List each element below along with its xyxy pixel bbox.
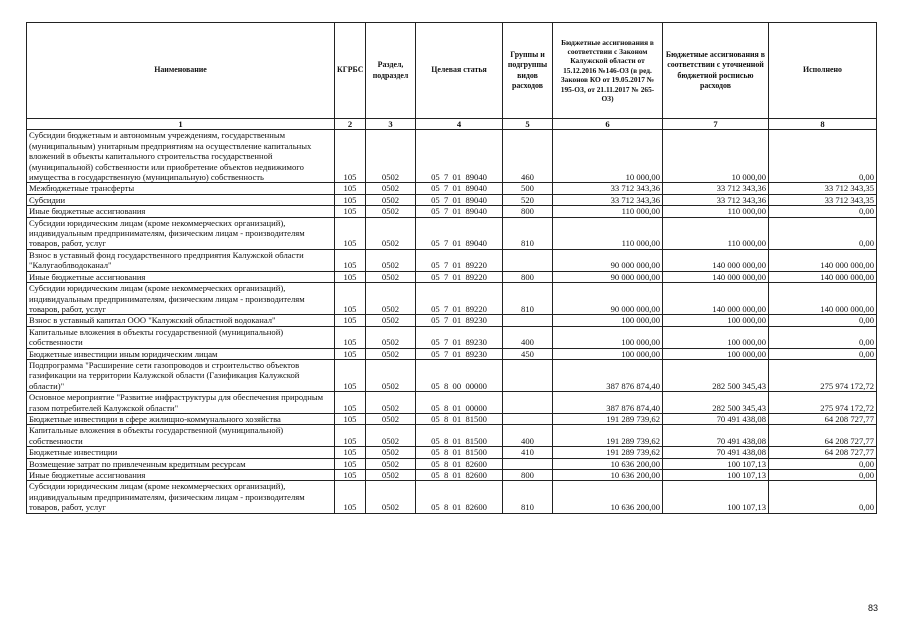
row-kgrbs: 105 xyxy=(335,348,366,359)
row-kgrbs: 105 xyxy=(335,392,366,414)
row-group: 810 xyxy=(503,217,553,249)
row-budget-law: 110 000,00 xyxy=(553,206,663,217)
row-group xyxy=(503,359,553,391)
row-target: 05 7 01 89040 xyxy=(416,130,503,183)
row-executed: 0,00 xyxy=(769,315,877,326)
row-section: 0502 xyxy=(366,326,416,348)
row-budget-law: 90 000 000,00 xyxy=(553,249,663,271)
row-section: 0502 xyxy=(366,315,416,326)
row-section: 0502 xyxy=(366,194,416,205)
row-budget-revised: 110 000,00 xyxy=(663,217,769,249)
row-name: Возмещение затрат по привлеченным кредитным ресурсам xyxy=(27,458,335,469)
row-budget-law: 110 000,00 xyxy=(553,217,663,249)
row-executed: 0,00 xyxy=(769,458,877,469)
row-budget-revised: 100 000,00 xyxy=(663,326,769,348)
col-number: 6 xyxy=(553,119,663,130)
row-executed: 0,00 xyxy=(769,348,877,359)
row-budget-revised: 33 712 343,36 xyxy=(663,194,769,205)
row-budget-revised: 140 000 000,00 xyxy=(663,249,769,271)
row-name: Подпрограмма "Расширение сети газопроводов и строительство объектов газификации на территории Калужской области (Газификация Калужской области)" xyxy=(27,359,335,391)
row-name: Капитальные вложения в объекты государственной (муниципальной) собственности xyxy=(27,326,335,348)
row-target: 05 8 01 00000 xyxy=(416,392,503,414)
row-name: Бюджетные инвестиции xyxy=(27,447,335,458)
row-budget-law: 191 289 739,62 xyxy=(553,447,663,458)
row-section: 0502 xyxy=(366,392,416,414)
row-target: 05 8 01 82600 xyxy=(416,458,503,469)
row-kgrbs: 105 xyxy=(335,217,366,249)
row-executed: 0,00 xyxy=(769,326,877,348)
row-target: 05 8 01 81500 xyxy=(416,447,503,458)
row-name: Иные бюджетные ассигнования xyxy=(27,470,335,481)
col-header-budget-law: Бюджетные ассигнования в соответствии с Законом Калужской области от 15.12.2016 №146-ОЗ (в ред. Законов КО от 19.05.2017 № 195-ОЗ, от 21.11.2017 № 265-ОЗ) xyxy=(553,23,663,119)
row-executed: 140 000 000,00 xyxy=(769,283,877,315)
row-target: 05 7 01 89220 xyxy=(416,271,503,282)
table-row xyxy=(27,249,877,271)
table-row xyxy=(27,217,877,249)
row-group: 410 xyxy=(503,447,553,458)
table-row xyxy=(27,458,877,469)
row-budget-law: 33 712 343,36 xyxy=(553,183,663,194)
row-section: 0502 xyxy=(366,217,416,249)
table-row xyxy=(27,283,877,315)
row-budget-revised: 282 500 345,43 xyxy=(663,392,769,414)
table-row xyxy=(27,447,877,458)
table-row xyxy=(27,206,877,217)
row-target: 05 8 01 82600 xyxy=(416,481,503,513)
row-section: 0502 xyxy=(366,206,416,217)
row-budget-revised: 282 500 345,43 xyxy=(663,359,769,391)
row-target: 05 7 01 89230 xyxy=(416,326,503,348)
row-executed: 0,00 xyxy=(769,206,877,217)
row-group: 810 xyxy=(503,283,553,315)
row-budget-revised: 140 000 000,00 xyxy=(663,283,769,315)
row-executed: 33 712 343,35 xyxy=(769,194,877,205)
row-executed: 33 712 343,35 xyxy=(769,183,877,194)
row-section: 0502 xyxy=(366,130,416,183)
row-budget-law: 90 000 000,00 xyxy=(553,283,663,315)
row-executed: 275 974 172,72 xyxy=(769,359,877,391)
row-kgrbs: 105 xyxy=(335,283,366,315)
table-row xyxy=(27,481,877,513)
row-target: 05 7 01 89230 xyxy=(416,348,503,359)
row-executed: 0,00 xyxy=(769,481,877,513)
col-header-group: Группы и подгруппы видов расходов xyxy=(503,23,553,119)
row-budget-law: 90 000 000,00 xyxy=(553,271,663,282)
col-number: 4 xyxy=(416,119,503,130)
row-budget-revised: 110 000,00 xyxy=(663,206,769,217)
row-section: 0502 xyxy=(366,458,416,469)
row-group: 400 xyxy=(503,425,553,447)
row-target: 05 7 01 89040 xyxy=(416,206,503,217)
col-header-name: Наименование xyxy=(27,23,335,119)
row-group: 460 xyxy=(503,130,553,183)
row-budget-revised: 100 000,00 xyxy=(663,348,769,359)
row-group xyxy=(503,458,553,469)
row-kgrbs: 105 xyxy=(335,413,366,424)
page-number: 83 xyxy=(868,603,879,613)
row-target: 05 7 01 89230 xyxy=(416,315,503,326)
row-section: 0502 xyxy=(366,249,416,271)
table-row xyxy=(27,183,877,194)
row-kgrbs: 105 xyxy=(335,425,366,447)
col-number: 5 xyxy=(503,119,553,130)
row-name: Субсидии юридическим лицам (кроме некоммерческих организаций), индивидуальным предпринимателям, физическим лицам - производителям товаров, работ, услуг xyxy=(27,283,335,315)
row-target: 05 8 01 81500 xyxy=(416,425,503,447)
row-target: 05 8 01 81500 xyxy=(416,413,503,424)
row-section: 0502 xyxy=(366,425,416,447)
row-group xyxy=(503,392,553,414)
row-budget-law: 100 000,00 xyxy=(553,326,663,348)
row-kgrbs: 105 xyxy=(335,315,366,326)
column-number-row xyxy=(27,119,877,130)
row-budget-revised: 70 491 438,08 xyxy=(663,425,769,447)
row-budget-law: 33 712 343,36 xyxy=(553,194,663,205)
row-kgrbs: 105 xyxy=(335,271,366,282)
row-target: 05 7 01 89220 xyxy=(416,283,503,315)
row-group: 400 xyxy=(503,326,553,348)
row-section: 0502 xyxy=(366,481,416,513)
row-name: Субсидии xyxy=(27,194,335,205)
col-header-section: Раздел, подраздел xyxy=(366,23,416,119)
row-group: 450 xyxy=(503,348,553,359)
row-target: 05 8 00 00000 xyxy=(416,359,503,391)
row-group: 800 xyxy=(503,470,553,481)
table-row xyxy=(27,271,877,282)
row-budget-revised: 100 107,13 xyxy=(663,470,769,481)
row-kgrbs: 105 xyxy=(335,206,366,217)
row-name: Межбюджетные трансферты xyxy=(27,183,335,194)
row-section: 0502 xyxy=(366,348,416,359)
budget-table xyxy=(26,22,877,514)
row-budget-revised: 70 491 438,08 xyxy=(663,413,769,424)
row-group: 520 xyxy=(503,194,553,205)
row-executed: 64 208 727,77 xyxy=(769,413,877,424)
col-number: 7 xyxy=(663,119,769,130)
row-kgrbs: 105 xyxy=(335,470,366,481)
row-budget-law: 10 636 200,00 xyxy=(553,481,663,513)
row-target: 05 7 01 89040 xyxy=(416,183,503,194)
row-group: 810 xyxy=(503,481,553,513)
row-section: 0502 xyxy=(366,271,416,282)
row-group: 500 xyxy=(503,183,553,194)
row-budget-revised: 70 491 438,08 xyxy=(663,447,769,458)
row-kgrbs: 105 xyxy=(335,481,366,513)
row-name: Субсидии юридическим лицам (кроме некоммерческих организаций), индивидуальным предпринимателям, физическим лицам - производителям товаров, работ, услуг xyxy=(27,217,335,249)
table-row xyxy=(27,348,877,359)
row-budget-law: 100 000,00 xyxy=(553,315,663,326)
row-budget-law: 100 000,00 xyxy=(553,348,663,359)
row-name: Бюджетные инвестиции в сфере жилищно-коммунального хозяйства xyxy=(27,413,335,424)
row-budget-revised: 100 000,00 xyxy=(663,315,769,326)
row-group xyxy=(503,315,553,326)
row-section: 0502 xyxy=(366,413,416,424)
row-executed: 140 000 000,00 xyxy=(769,271,877,282)
col-header-executed: Исполнено xyxy=(769,23,877,119)
row-kgrbs: 105 xyxy=(335,130,366,183)
row-executed: 140 000 000,00 xyxy=(769,249,877,271)
row-name: Взнос в уставный фонд государственного предприятия Калужской области "Калугаоблводоканал" xyxy=(27,249,335,271)
row-section: 0502 xyxy=(366,283,416,315)
row-executed: 0,00 xyxy=(769,130,877,183)
row-budget-law: 191 289 739,62 xyxy=(553,413,663,424)
row-target: 05 7 01 89040 xyxy=(416,194,503,205)
row-budget-law: 10 000,00 xyxy=(553,130,663,183)
row-section: 0502 xyxy=(366,359,416,391)
row-executed: 64 208 727,77 xyxy=(769,425,877,447)
row-group xyxy=(503,249,553,271)
col-number: 8 xyxy=(769,119,877,130)
row-name: Бюджетные инвестиции иным юридическим лицам xyxy=(27,348,335,359)
row-executed: 64 208 727,77 xyxy=(769,447,877,458)
table-row xyxy=(27,425,877,447)
row-section: 0502 xyxy=(366,447,416,458)
row-section: 0502 xyxy=(366,183,416,194)
row-budget-law: 387 876 874,40 xyxy=(553,392,663,414)
row-kgrbs: 105 xyxy=(335,183,366,194)
row-name: Основное мероприятие "Развитие инфраструктуры для обеспечения природным газом потребителей Калужской области" xyxy=(27,392,335,414)
row-budget-law: 10 636 200,00 xyxy=(553,458,663,469)
col-number: 3 xyxy=(366,119,416,130)
row-kgrbs: 105 xyxy=(335,359,366,391)
row-name: Капитальные вложения в объекты государственной (муниципальной) собственности xyxy=(27,425,335,447)
row-group: 800 xyxy=(503,271,553,282)
table-row xyxy=(27,392,877,414)
table-row xyxy=(27,130,877,183)
row-budget-revised: 10 000,00 xyxy=(663,130,769,183)
table-row xyxy=(27,413,877,424)
row-executed: 275 974 172,72 xyxy=(769,392,877,414)
row-budget-revised: 33 712 343,36 xyxy=(663,183,769,194)
col-header-target: Целевая статья xyxy=(416,23,503,119)
col-number: 1 xyxy=(27,119,335,130)
row-kgrbs: 105 xyxy=(335,249,366,271)
row-executed: 0,00 xyxy=(769,470,877,481)
row-budget-law: 191 289 739,62 xyxy=(553,425,663,447)
header-row xyxy=(27,23,877,119)
table-body xyxy=(27,130,877,513)
row-group xyxy=(503,413,553,424)
row-name: Иные бюджетные ассигнования xyxy=(27,206,335,217)
row-name: Субсидии юридическим лицам (кроме некоммерческих организаций), индивидуальным предпринимателям, физическим лицам - производителям товаров, работ, услуг xyxy=(27,481,335,513)
col-header-budget-revised: Бюджетные ассигнования в соответствии с уточненной бюджетной росписью расходов xyxy=(663,23,769,119)
row-target: 05 7 01 89040 xyxy=(416,217,503,249)
row-target: 05 7 01 89220 xyxy=(416,249,503,271)
row-budget-revised: 100 107,13 xyxy=(663,458,769,469)
table-row xyxy=(27,194,877,205)
row-name: Взнос в уставный капитал ООО "Калужский областной водоканал" xyxy=(27,315,335,326)
col-number: 2 xyxy=(335,119,366,130)
row-kgrbs: 105 xyxy=(335,458,366,469)
row-kgrbs: 105 xyxy=(335,194,366,205)
table-row xyxy=(27,359,877,391)
row-budget-law: 10 636 200,00 xyxy=(553,470,663,481)
row-kgrbs: 105 xyxy=(335,447,366,458)
row-name: Субсидии бюджетным и автономным учреждениям, государственным (муниципальным) унитарным предприятиям на осуществление капитальных вложений в объекты капитального строительства государственной (муниципальной) собственности или приобретение объектов недвижимого имущества в государственную (муниципальную) собственность xyxy=(27,130,335,183)
table-row xyxy=(27,315,877,326)
row-budget-law: 387 876 874,40 xyxy=(553,359,663,391)
row-executed: 0,00 xyxy=(769,217,877,249)
row-budget-revised: 100 107,13 xyxy=(663,481,769,513)
table-row xyxy=(27,326,877,348)
row-section: 0502 xyxy=(366,470,416,481)
row-target: 05 8 01 82600 xyxy=(416,470,503,481)
row-budget-revised: 140 000 000,00 xyxy=(663,271,769,282)
col-header-kgrbs: КГРБС xyxy=(335,23,366,119)
row-group: 800 xyxy=(503,206,553,217)
row-kgrbs: 105 xyxy=(335,326,366,348)
row-name: Иные бюджетные ассигнования xyxy=(27,271,335,282)
table-row xyxy=(27,470,877,481)
